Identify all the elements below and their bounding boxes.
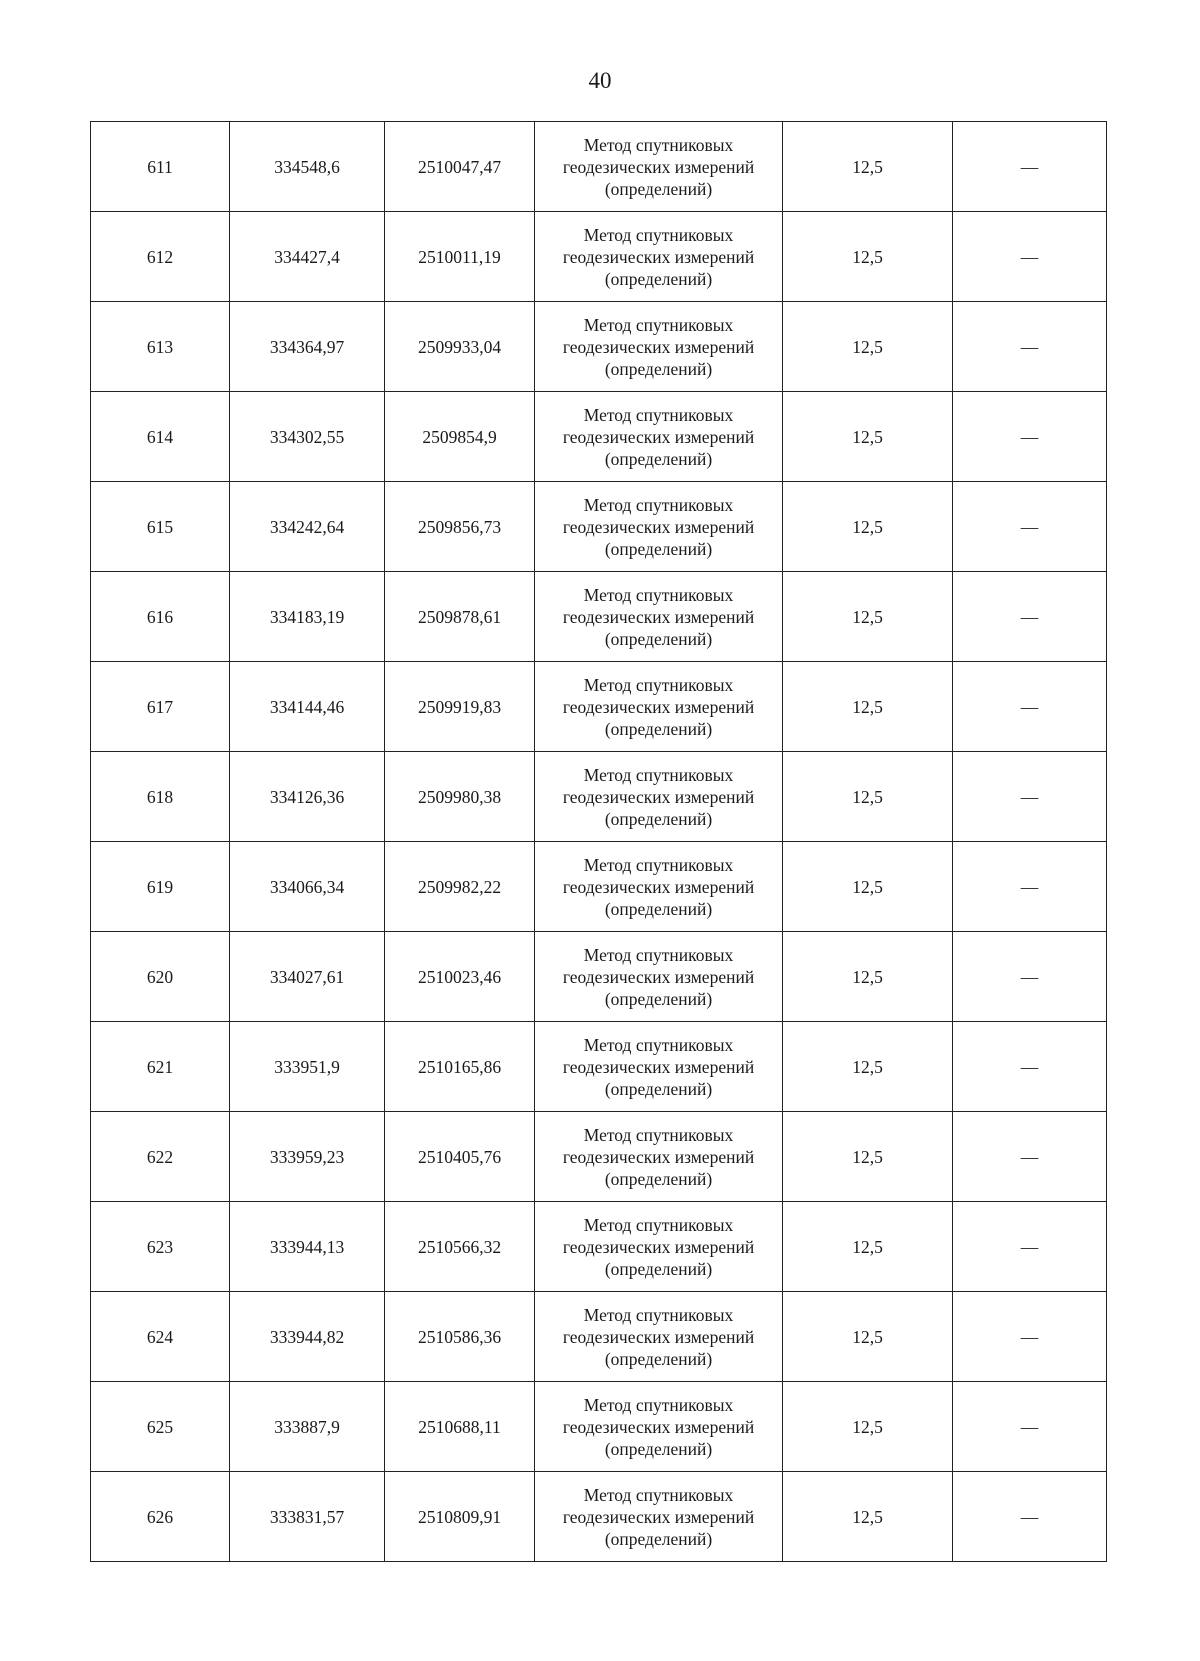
- note-cell: —: [953, 752, 1107, 842]
- y-coordinate-cell: 2509919,83: [385, 662, 535, 752]
- method-line: геодезических измерений: [562, 1056, 755, 1077]
- point-number-cell: 620: [91, 932, 230, 1022]
- method-line: (определений): [604, 898, 713, 919]
- x-coordinate-cell: 333887,9: [230, 1382, 385, 1472]
- table-row: [91, 122, 1107, 212]
- accuracy-cell: 12,5: [783, 1202, 953, 1292]
- accuracy-cell: 12,5: [783, 572, 953, 662]
- y-coordinate-cell: 2509856,73: [385, 482, 535, 572]
- method-line: Метод спутниковых: [583, 314, 734, 335]
- method-line: Метод спутниковых: [583, 944, 734, 965]
- point-number-cell: 615: [91, 482, 230, 572]
- point-number-cell: 619: [91, 842, 230, 932]
- note-cell: —: [953, 1202, 1107, 1292]
- method-line: (определений): [604, 178, 713, 199]
- table-row: [91, 1112, 1107, 1202]
- method-line: геодезических измерений: [562, 246, 755, 267]
- x-coordinate-cell: 334302,55: [230, 392, 385, 482]
- note-cell: —: [953, 482, 1107, 572]
- method-cell: [535, 572, 783, 662]
- x-coordinate-cell: 334027,61: [230, 932, 385, 1022]
- note-cell: —: [953, 1112, 1107, 1202]
- method-line: Метод спутниковых: [583, 1484, 734, 1505]
- method-line: геодезических измерений: [562, 516, 755, 537]
- table-row: [91, 392, 1107, 482]
- accuracy-cell: 12,5: [783, 212, 953, 302]
- accuracy-cell: 12,5: [783, 1382, 953, 1472]
- note-cell: —: [953, 662, 1107, 752]
- method-line: геодезических измерений: [562, 336, 755, 357]
- y-coordinate-cell: 2510586,36: [385, 1292, 535, 1382]
- table-row: [91, 572, 1107, 662]
- accuracy-cell: 12,5: [783, 1112, 953, 1202]
- accuracy-cell: 12,5: [783, 752, 953, 842]
- method-line: геодезических измерений: [562, 876, 755, 897]
- method-line: Метод спутниковых: [583, 1304, 734, 1325]
- accuracy-cell: 12,5: [783, 392, 953, 482]
- y-coordinate-cell: 2510011,19: [385, 212, 535, 302]
- x-coordinate-cell: 334242,64: [230, 482, 385, 572]
- point-number-cell: 624: [91, 1292, 230, 1382]
- method-cell: [535, 1382, 783, 1472]
- note-cell: —: [953, 572, 1107, 662]
- method-line: геодезических измерений: [562, 1416, 755, 1437]
- x-coordinate-cell: 333944,13: [230, 1202, 385, 1292]
- note-cell: —: [953, 1022, 1107, 1112]
- point-number-cell: 611: [91, 122, 230, 212]
- point-number-cell: 616: [91, 572, 230, 662]
- table-row: [91, 1202, 1107, 1292]
- method-cell: [535, 842, 783, 932]
- method-cell: [535, 302, 783, 392]
- y-coordinate-cell: 2509982,22: [385, 842, 535, 932]
- note-cell: —: [953, 1292, 1107, 1382]
- x-coordinate-cell: 334144,46: [230, 662, 385, 752]
- accuracy-cell: 12,5: [783, 1472, 953, 1562]
- method-line: геодезических измерений: [562, 1506, 755, 1527]
- method-line: Метод спутниковых: [583, 584, 734, 605]
- accuracy-cell: 12,5: [783, 932, 953, 1022]
- coordinates-table-body: [91, 122, 1107, 1562]
- method-line: (определений): [604, 628, 713, 649]
- method-line: геодезических измерений: [562, 786, 755, 807]
- accuracy-cell: 12,5: [783, 302, 953, 392]
- method-line: Метод спутниковых: [583, 134, 734, 155]
- method-cell: [535, 1472, 783, 1562]
- x-coordinate-cell: 334427,4: [230, 212, 385, 302]
- method-line: (определений): [604, 448, 713, 469]
- coordinates-table: [90, 121, 1107, 1562]
- page-number: 40: [588, 68, 612, 93]
- method-line: геодезических измерений: [562, 156, 755, 177]
- table-row: [91, 302, 1107, 392]
- method-cell: [535, 662, 783, 752]
- y-coordinate-cell: 2510023,46: [385, 932, 535, 1022]
- table-row: [91, 1292, 1107, 1382]
- method-cell: [535, 1292, 783, 1382]
- method-line: геодезических измерений: [562, 1236, 755, 1257]
- method-line: (определений): [604, 1528, 713, 1549]
- method-line: геодезических измерений: [562, 1326, 755, 1347]
- x-coordinate-cell: 334183,19: [230, 572, 385, 662]
- method-line: Метод спутниковых: [583, 1394, 734, 1415]
- point-number-cell: 614: [91, 392, 230, 482]
- method-line: (определений): [604, 268, 713, 289]
- method-cell: [535, 122, 783, 212]
- table-row: [91, 212, 1107, 302]
- x-coordinate-cell: 334364,97: [230, 302, 385, 392]
- method-cell: [535, 932, 783, 1022]
- table-row: [91, 1382, 1107, 1472]
- y-coordinate-cell: 2509854,9: [385, 392, 535, 482]
- method-line: (определений): [604, 1258, 713, 1279]
- accuracy-cell: 12,5: [783, 482, 953, 572]
- table-row: [91, 1022, 1107, 1112]
- method-line: (определений): [604, 1168, 713, 1189]
- method-line: геодезических измерений: [562, 1146, 755, 1167]
- accuracy-cell: 12,5: [783, 1292, 953, 1382]
- accuracy-cell: 12,5: [783, 842, 953, 932]
- y-coordinate-cell: 2509878,61: [385, 572, 535, 662]
- method-line: (определений): [604, 808, 713, 829]
- note-cell: —: [953, 302, 1107, 392]
- accuracy-cell: 12,5: [783, 122, 953, 212]
- method-line: (определений): [604, 1078, 713, 1099]
- x-coordinate-cell: 333944,82: [230, 1292, 385, 1382]
- method-line: геодезических измерений: [562, 966, 755, 987]
- accuracy-cell: 12,5: [783, 1022, 953, 1112]
- y-coordinate-cell: 2510047,47: [385, 122, 535, 212]
- method-line: геодезических измерений: [562, 696, 755, 717]
- y-coordinate-cell: 2510165,86: [385, 1022, 535, 1112]
- x-coordinate-cell: 334548,6: [230, 122, 385, 212]
- method-line: (определений): [604, 538, 713, 559]
- method-cell: [535, 212, 783, 302]
- y-coordinate-cell: 2510405,76: [385, 1112, 535, 1202]
- point-number-cell: 625: [91, 1382, 230, 1472]
- point-number-cell: 613: [91, 302, 230, 392]
- point-number-cell: 618: [91, 752, 230, 842]
- y-coordinate-cell: 2509980,38: [385, 752, 535, 842]
- method-line: (определений): [604, 358, 713, 379]
- method-cell: [535, 392, 783, 482]
- method-line: геодезических измерений: [562, 606, 755, 627]
- note-cell: —: [953, 212, 1107, 302]
- y-coordinate-cell: 2510809,91: [385, 1472, 535, 1562]
- table-row: [91, 482, 1107, 572]
- point-number-cell: 623: [91, 1202, 230, 1292]
- method-line: Метод спутниковых: [583, 674, 734, 695]
- method-line: (определений): [604, 988, 713, 1009]
- table-row: [91, 662, 1107, 752]
- method-cell: [535, 1022, 783, 1112]
- point-number-cell: 626: [91, 1472, 230, 1562]
- method-cell: [535, 482, 783, 572]
- x-coordinate-cell: 334126,36: [230, 752, 385, 842]
- accuracy-cell: 12,5: [783, 662, 953, 752]
- method-line: Метод спутниковых: [583, 1124, 734, 1145]
- y-coordinate-cell: 2509933,04: [385, 302, 535, 392]
- method-cell: [535, 752, 783, 842]
- method-line: Метод спутниковых: [583, 494, 734, 515]
- method-line: Метод спутниковых: [583, 1034, 734, 1055]
- method-line: геодезических измерений: [562, 426, 755, 447]
- x-coordinate-cell: 333951,9: [230, 1022, 385, 1112]
- table-row: [91, 752, 1107, 842]
- note-cell: —: [953, 392, 1107, 482]
- method-cell: [535, 1202, 783, 1292]
- method-line: Метод спутниковых: [583, 1214, 734, 1235]
- x-coordinate-cell: 334066,34: [230, 842, 385, 932]
- point-number-cell: 617: [91, 662, 230, 752]
- note-cell: —: [953, 842, 1107, 932]
- method-line: (определений): [604, 718, 713, 739]
- table-row: [91, 1472, 1107, 1562]
- y-coordinate-cell: 2510688,11: [385, 1382, 535, 1472]
- method-cell: [535, 1112, 783, 1202]
- table-row: [91, 842, 1107, 932]
- method-line: Метод спутниковых: [583, 224, 734, 245]
- x-coordinate-cell: 333959,23: [230, 1112, 385, 1202]
- table-row: [91, 932, 1107, 1022]
- x-coordinate-cell: 333831,57: [230, 1472, 385, 1562]
- point-number-cell: 622: [91, 1112, 230, 1202]
- note-cell: —: [953, 122, 1107, 212]
- method-line: Метод спутниковых: [583, 854, 734, 875]
- point-number-cell: 612: [91, 212, 230, 302]
- note-cell: —: [953, 932, 1107, 1022]
- y-coordinate-cell: 2510566,32: [385, 1202, 535, 1292]
- note-cell: —: [953, 1382, 1107, 1472]
- point-number-cell: 621: [91, 1022, 230, 1112]
- method-line: Метод спутниковых: [583, 404, 734, 425]
- note-cell: —: [953, 1472, 1107, 1562]
- method-line: (определений): [604, 1438, 713, 1459]
- method-line: Метод спутниковых: [583, 764, 734, 785]
- method-line: (определений): [604, 1348, 713, 1369]
